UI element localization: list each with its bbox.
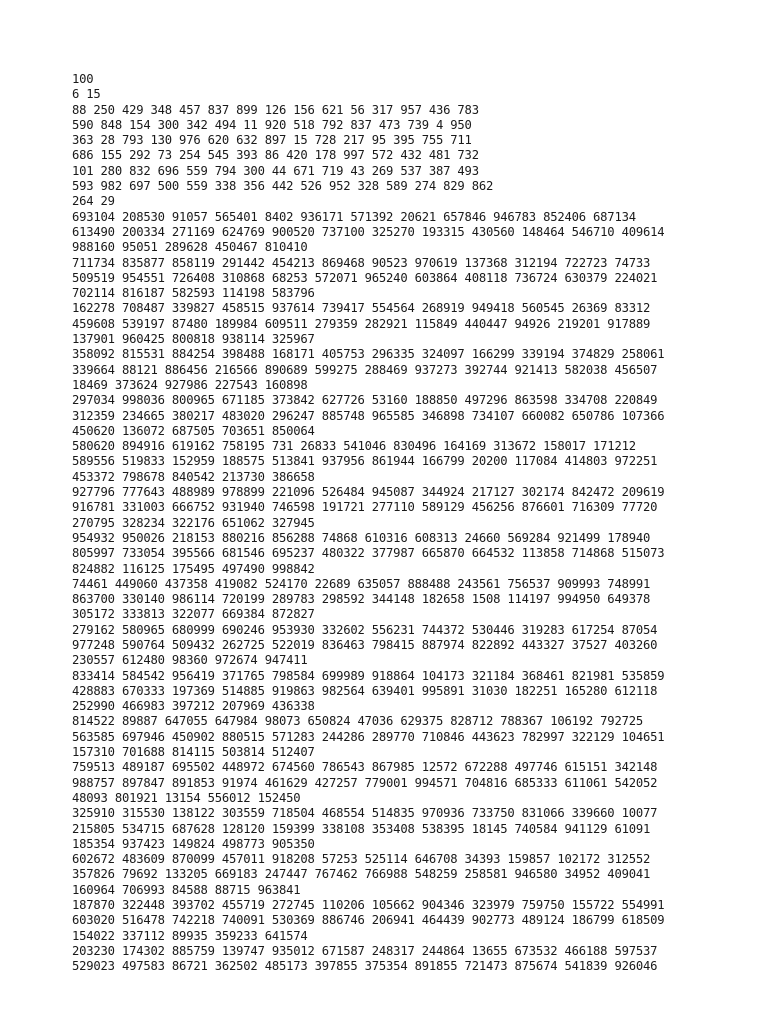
text-line: 48093 801921 13154 556012 152450 xyxy=(72,790,301,805)
text-line: 264 29 xyxy=(72,194,115,209)
text-line: 805997 733054 395566 681546 695237 480322 377987 665870 664532 113858 714868 515073 xyxy=(72,546,665,561)
text-line: 702114 816187 582593 114198 583796 xyxy=(72,286,315,301)
text-line: 613490 200334 271169 624769 900520 737100 325270 193315 430560 148464 546710 409614 xyxy=(72,224,665,239)
text-line: 509519 954551 726408 310868 68253 572071 965240 603864 408118 736724 630379 224021 xyxy=(72,270,658,285)
text-line: 297034 998036 800965 671185 373842 627726 53160 188850 497296 863598 334708 220849 xyxy=(72,393,658,408)
text-line: 279162 580965 680999 690246 953930 332602 556231 744372 530446 319283 617254 87054 xyxy=(72,622,658,637)
text-line: 954932 950026 218153 880216 856288 74868 610316 608313 24660 569284 921499 178940 xyxy=(72,530,651,545)
text-line: 589556 519833 152959 188575 513841 937956 861944 166799 20200 117084 414803 972251 xyxy=(72,454,658,469)
text-line: 312359 234665 380217 483020 296247 885748 965585 346898 734107 660082 650786 107366 xyxy=(72,408,665,423)
text-line: 363 28 793 130 976 620 632 897 15 728 217 95 395 755 711 xyxy=(72,133,472,148)
text-line: 927796 777643 488989 978899 221096 526484 945087 344924 217127 302174 842472 209619 xyxy=(72,485,665,500)
text-line: 428883 670333 197369 514885 919863 982564 639401 995891 31030 182251 165280 612118 xyxy=(72,683,658,698)
text-line: 187870 322448 393702 455719 272745 110206 105662 904346 323979 759750 155722 554991 xyxy=(72,898,665,913)
text-line: 711734 835877 858119 291442 454213 869468 90523 970619 137368 312194 722723 74733 xyxy=(72,255,651,270)
text-line: 157310 701688 814115 503814 512407 xyxy=(72,745,315,760)
text-line: 270795 328234 322176 651062 327945 xyxy=(72,515,315,530)
text-line: 185354 937423 149824 498773 905350 xyxy=(72,836,315,851)
text-line: 824882 116125 175495 497490 998842 xyxy=(72,561,315,576)
text-line: 100 xyxy=(72,72,94,86)
text-line: 863700 330140 986114 720199 289783 298592 344148 182658 1508 114197 994950 649378 xyxy=(72,592,651,607)
text-line: 459608 539197 87480 189984 609511 279359 282921 115849 440447 94926 219201 917889 xyxy=(72,316,651,331)
text-line: 305172 333813 322077 669384 872827 xyxy=(72,607,315,622)
text-line: 6 15 xyxy=(72,87,101,102)
text-line: 693104 208530 91057 565401 8402 936171 571392 20621 657846 946783 852406 687134 xyxy=(72,209,636,224)
text-line: 988757 897847 891853 91974 461629 427257 779001 994571 704816 685333 611061 542052 xyxy=(72,775,658,790)
text-line: 833414 584542 956419 371765 798584 699989 918864 104173 321184 368461 821981 535859 xyxy=(72,668,665,683)
text-line: 160964 706993 84588 88715 963841 xyxy=(72,882,301,897)
text-line: 759513 489187 695502 448972 674560 786543 867985 12572 672288 497746 615151 342148 xyxy=(72,760,658,775)
text-line: 453372 798678 840542 213730 386658 xyxy=(72,469,315,484)
text-line: 230557 612480 98360 972674 947411 xyxy=(72,653,308,668)
text-line: 593 982 697 500 559 338 356 442 526 952 328 589 274 829 862 xyxy=(72,179,494,194)
text-line: 18469 373624 927986 227543 160898 xyxy=(72,377,308,392)
text-line: 563585 697946 450902 880515 571283 244286 289770 710846 443623 782997 322129 104651 xyxy=(72,729,665,744)
text-line: 603020 516478 742218 740091 530369 886746 206941 464439 902773 489124 186799 618509 xyxy=(72,913,665,928)
text-line: 529023 497583 86721 362502 485173 397855 375354 891855 721473 875674 541839 926046 xyxy=(72,959,658,974)
text-line: 203230 174302 885759 139747 935012 671587 248317 244864 13655 673532 466188 597537 xyxy=(72,943,658,958)
text-line: 101 280 832 696 559 794 300 44 671 719 43 269 537 387 493 xyxy=(72,163,479,178)
text-line: 162278 708487 339827 458515 937614 739417 554564 268919 949418 560545 26369 83312 xyxy=(72,301,651,316)
text-line: 358092 815531 884254 398488 168171 405753 296335 324097 166299 339194 374829 258061 xyxy=(72,347,665,362)
text-line: 450620 136072 687505 703651 850064 xyxy=(72,423,315,438)
text-line: 154022 337112 89935 359233 641574 xyxy=(72,928,308,943)
text-line: 252990 466983 397212 207969 436338 xyxy=(72,699,315,714)
text-line: 814522 89887 647055 647984 98073 650824 47036 629375 828712 788367 106192 792725 xyxy=(72,714,643,729)
text-line: 339664 88121 886456 216566 890689 599275 288469 937273 392744 921413 582038 456507 xyxy=(72,362,658,377)
document-body xyxy=(72,72,762,975)
text-line: 74461 449060 437358 419082 524170 22689 635057 888488 243561 756537 909993 748991 xyxy=(72,576,651,591)
text-line: 602672 483609 870099 457011 918208 57253 525114 646708 34393 159857 102172 312552 xyxy=(72,852,651,867)
text-line: 137901 960425 800818 938114 325967 xyxy=(72,332,315,347)
text-line: 580620 894916 619162 758195 731 26833 541046 830496 164169 313672 158017 171212 xyxy=(72,439,636,454)
text-line: 357826 79692 133205 669183 247447 767462 766988 548259 258581 946580 34952 409041 xyxy=(72,867,651,882)
text-line: 686 155 292 73 254 545 393 86 420 178 997 572 432 481 732 xyxy=(72,148,479,163)
text-line: 590 848 154 300 342 494 11 920 518 792 837 473 739 4 950 xyxy=(72,117,472,132)
text-line: 325910 315530 138122 303559 718504 468554 514835 970936 733750 831066 339660 10077 xyxy=(72,806,658,821)
text-line: 977248 590764 509432 262725 522019 836463 798415 887974 822892 443327 37527 403260 xyxy=(72,637,658,652)
text-line: 88 250 429 348 457 837 899 126 156 621 56 317 957 436 783 xyxy=(72,102,479,117)
text-line: 916781 331003 666752 931940 746598 191721 277110 589129 456256 876601 716309 77720 xyxy=(72,500,658,515)
text-line: 215805 534715 687628 128120 159399 338108 353408 538395 18145 740584 941129 61091 xyxy=(72,821,651,836)
text-line: 988160 95051 289628 450467 810410 xyxy=(72,240,308,255)
